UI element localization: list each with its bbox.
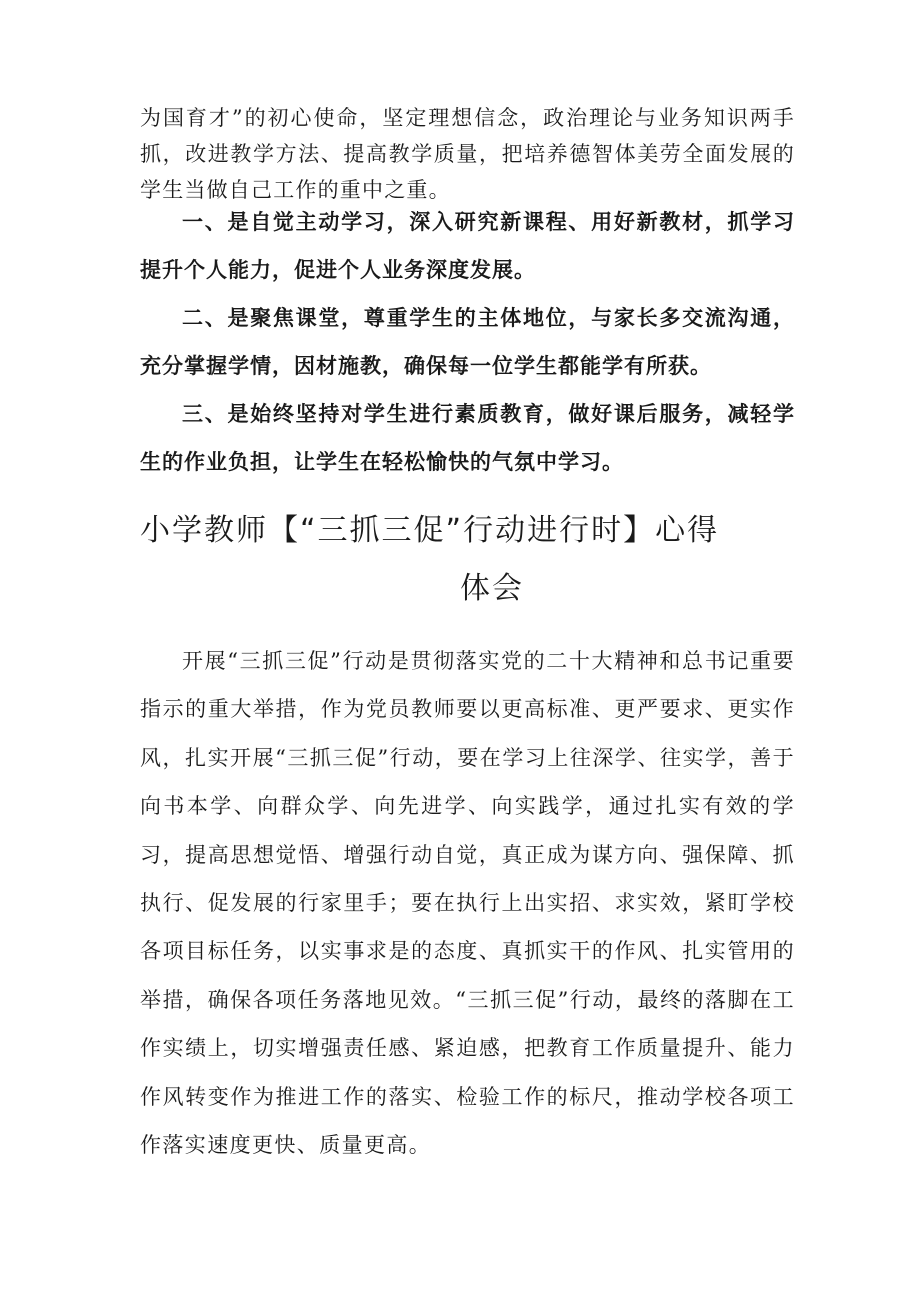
point-one-paragraph: 一、是自觉主动学习，深入研究新课程、用好新教材，抓学习提升个人能力，促进个人业务深度发展。 — [140, 210, 795, 282]
point-two-paragraph: 二、是聚焦课堂，尊重学生的主体地位，与家长多交流沟通，充分掌握学情，因材施教，确保每一位学生都能学有所获。 — [140, 306, 795, 378]
section-title-line-1: 小学教师【“三抓三促”行动进行时】心得 — [140, 513, 720, 548]
intro-paragraph: 为国育才”的初心使命，坚定理想信念，政治理论与业务知识两手抓，改进教学方法、提高教学质量，把培养德智体美劳全面发展的学生当做自己工作的重中之重。 — [140, 106, 795, 202]
section-title — [140, 502, 780, 618]
point-three-paragraph: 三、是始终坚持对学生进行素质教育，做好课后服务，减轻学生的作业负担，让学生在轻松愉快的气氛中学习。 — [140, 402, 795, 474]
section-title-line-2: 体会 — [460, 571, 524, 606]
body-paragraph: 开展“三抓三促”行动是贯彻落实党的二十大精神和总书记重要指示的重大举措，作为党员教师要以更高标准、更严要求、更实作风，扎实开展“三抓三促”行动，要在学习上往深学、往实学，善于向书本学、向群众学、向先进学、向实践学，通过扎实有效的学习，提高思想觉悟、增强行动自觉，真正成为谋方向、强保障、抓执行、促发展的行家里手；要在执行上出实招、求实效，紧盯学校各项目标任务，以实事求是的态度、真抓实干的作风、扎实管用的举措，确保各项任务落地见效。“三抓三促”行动，最终的落脚在工作实绩上，切实增强责任感、紧迫感，把教育工作质量提升、能力作风转变作为推进工作的落实、检验工作的标尺，推动学校各项工作落实速度更快、质量更高。 — [140, 649, 795, 1158]
